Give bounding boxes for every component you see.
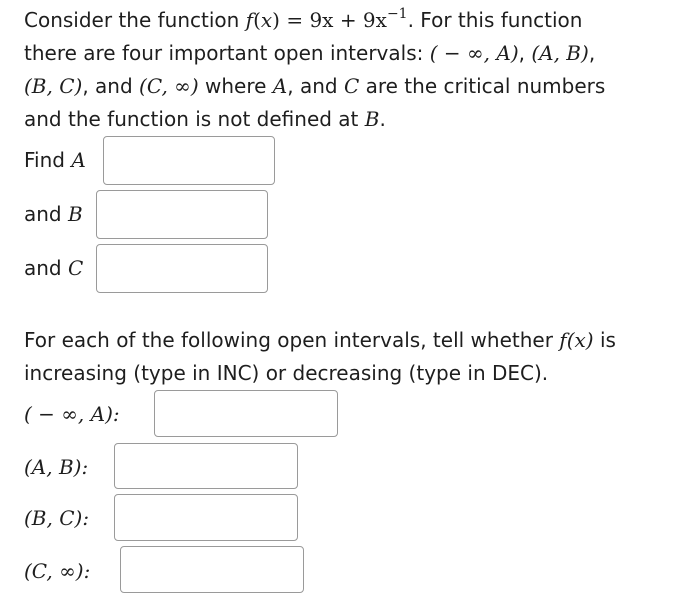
- function-name: f: [245, 8, 254, 32]
- find-a-label: Find A: [24, 148, 86, 172]
- problem-line-1: Consider the function $f(x) = 9x + 9x^{-1}$. For this function: [24, 6, 583, 32]
- answer-c-input[interactable]: [96, 244, 268, 293]
- interval-3-input[interactable]: [114, 494, 298, 541]
- interval-2-input[interactable]: [114, 443, 298, 489]
- interval-2-label: (A, B):: [24, 455, 89, 479]
- interval-3-label: (B, C):: [24, 506, 90, 530]
- problem-line-4: and the function is not defined at B.: [24, 107, 386, 131]
- exponent: −1: [386, 6, 408, 22]
- interval-3-text: (B, C): [24, 74, 83, 98]
- function-definition: = 9x + 9x: [286, 8, 387, 32]
- interval-1-text: ( − ∞, A): [429, 41, 519, 65]
- find-c-label: and C: [24, 256, 84, 280]
- answer-b-input[interactable]: [96, 190, 268, 239]
- interval-4-label: (C, ∞):: [24, 559, 91, 583]
- instructions-line-2: increasing (type in INC) or decreasing (type in DEC).: [24, 361, 549, 385]
- answer-a-input[interactable]: [103, 136, 275, 185]
- problem-line-3: (B, C), and (C, ∞) where A, and C are the critical numbers: [24, 74, 606, 98]
- interval-1-label: ( − ∞, A):: [24, 402, 120, 426]
- interval-4-input[interactable]: [120, 546, 304, 593]
- interval-2-text: (A, B): [531, 41, 589, 65]
- find-b-label: and B: [24, 202, 83, 226]
- interval-1-input[interactable]: [154, 390, 338, 437]
- instructions-line-1: For each of the following open intervals, tell whether f(x) is: [24, 328, 616, 352]
- problem-line-2: there are four important open intervals: ( − ∞, A), (A, B),: [24, 41, 596, 65]
- interval-4-text: (C, ∞): [139, 74, 199, 98]
